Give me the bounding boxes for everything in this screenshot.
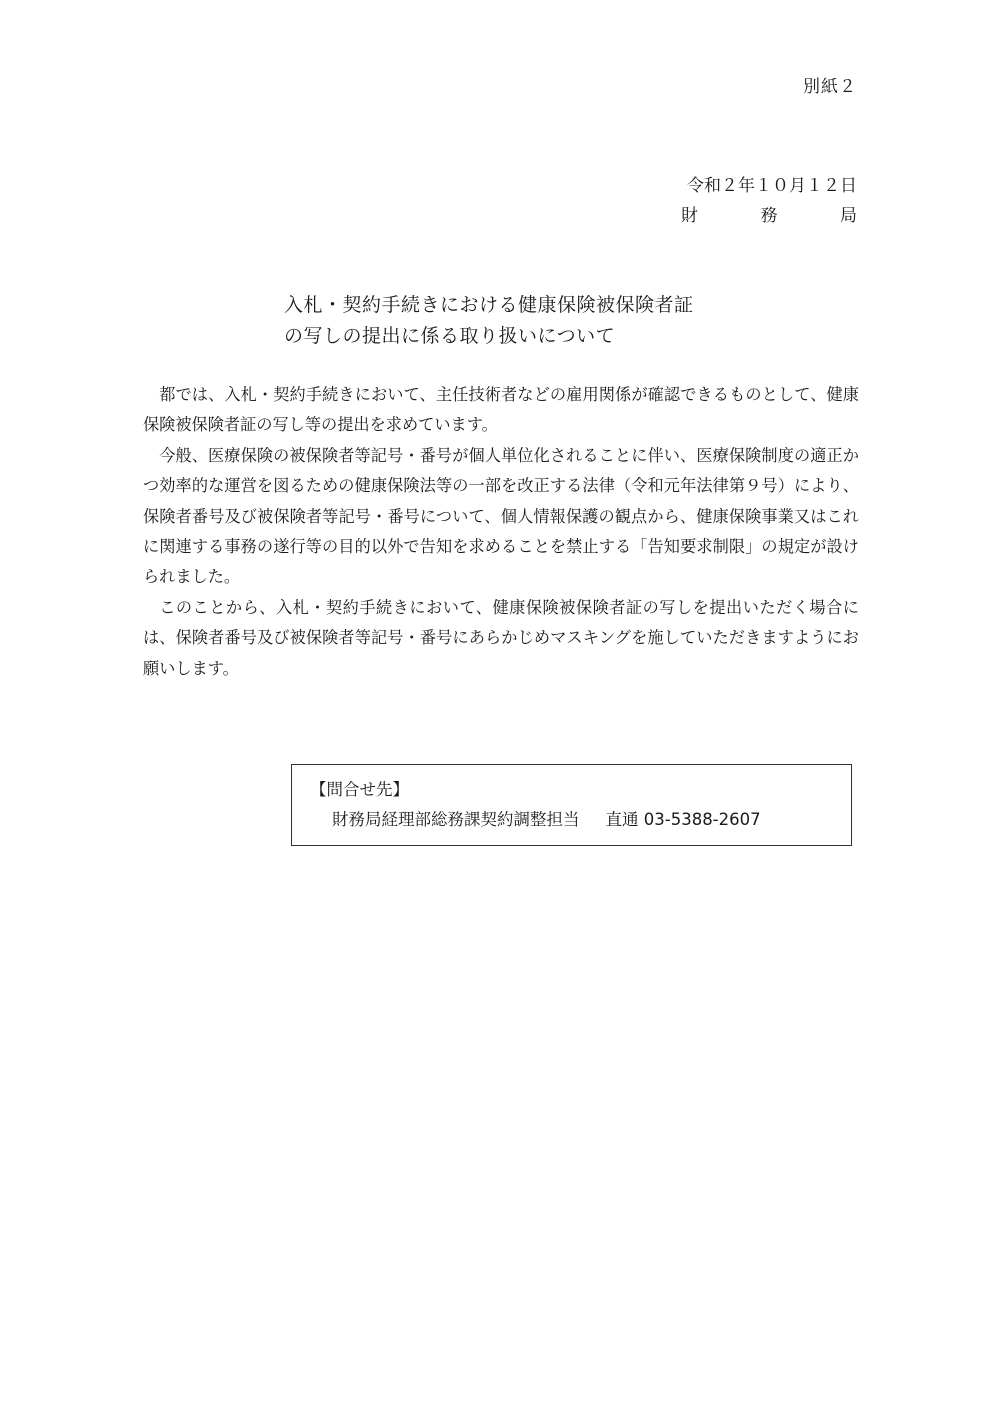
body-paragraph-1: 都では、入札・契約手続きにおいて、主任技術者などの雇用関係が確認できるものとして、健康保険被保険者証の写し等の提出を求めています。: [143, 385, 859, 435]
issuer-name: 財務局: [681, 206, 857, 226]
body-paragraph-3: このことから、入札・契約手続きにおいて、健康保険被保険者証の写しを提出いただく場合には、保険者番号及び被保険者等記号・番号にあらかじめマスキングを施していただきますようにお願いします。: [143, 597, 859, 678]
title-line-1: 入札・契約手続きにおける健康保険被保険者証: [284, 294, 694, 316]
issue-date: 令和２年１０月１２日: [687, 176, 857, 196]
contact-phone: 直通 03-5388-2607: [605, 810, 761, 829]
contact-department: 財務局経理部総務課契約調整担当: [332, 810, 580, 829]
contact-box: [291, 764, 852, 846]
body-text: [143, 380, 859, 684]
issuer-block: [657, 171, 857, 231]
body-paragraph-2: 今般、医療保険の被保険者等記号・番号が個人単位化されることに伴い、医療保険制度の適正かつ効率的な運営を図るための健康保険法等の一部を改正する法律（令和元年法律第９号）により、保険者番号及び被保険者等記号・番号について、個人情報保護の観点から、健康保険事業又はこれに関連する事務の遂行等の目的以外で告知を求めることを禁止する「告知要求制限」の規定が設けられました。: [143, 445, 859, 587]
attachment-label: 別紙２: [803, 77, 857, 97]
document-title: [284, 290, 694, 352]
contact-line: [310, 805, 851, 835]
title-line-2: の写しの提出に係る取り扱いについて: [284, 325, 616, 347]
contact-heading: 【問合せ先】: [310, 780, 409, 799]
